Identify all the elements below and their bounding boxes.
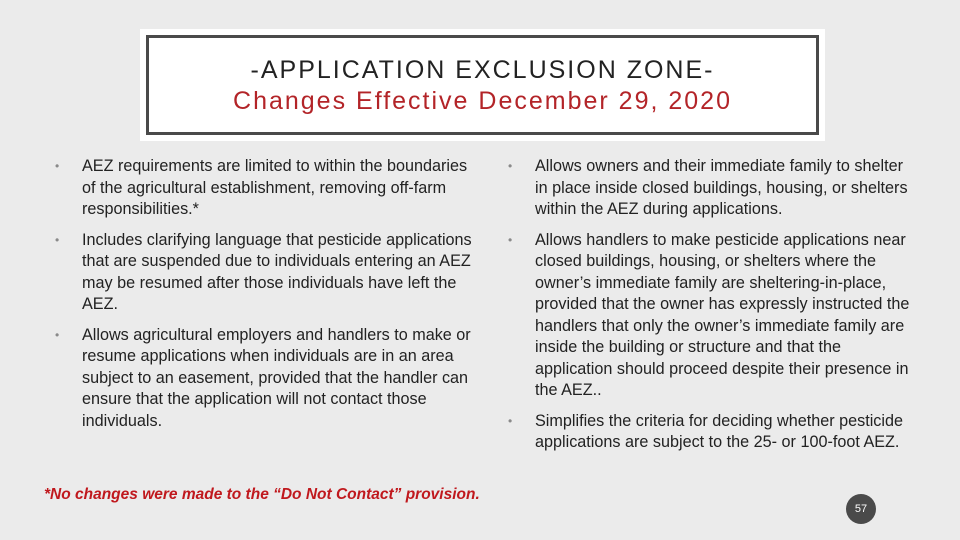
footnote: *No changes were made to the “Do Not Contact” provision.	[44, 486, 480, 503]
bullet-icon: •	[55, 232, 60, 247]
bullet-text: Allows agricultural employers and handlers to make or resume applications when individuals are in an area subject to an easement, provided that the handler can ensure that the application will not contact those individuals.	[82, 325, 471, 430]
list-item	[508, 411, 918, 454]
bullet-text: Simplifies the criteria for deciding whether pesticide applications are subject to the 25- or 100-foot AEZ.	[535, 411, 903, 451]
list-item	[55, 230, 475, 316]
list-item	[55, 156, 475, 221]
left-column	[55, 156, 475, 441]
bullet-icon: •	[508, 413, 513, 428]
list-item	[508, 230, 918, 402]
bullet-text: Allows handlers to make pesticide applications near closed buildings, housing, or shelters where the owner’s immediate family are sheltering-in-place, provided that the owner has expressly instructed the handlers that only the owner’s immediate family are inside the building or structure and that the application should proceed despite their presence in the AEZ..	[535, 230, 910, 399]
right-column	[508, 156, 918, 463]
bullet-text: AEZ requirements are limited to within the boundaries of the agricultural establishment, removing off-farm responsibilities.*	[82, 157, 468, 218]
list-item	[508, 156, 918, 221]
bullet-icon: •	[508, 159, 513, 173]
bullet-icon: •	[55, 327, 60, 342]
bullet-icon: •	[55, 159, 60, 173]
title-box	[146, 35, 819, 135]
bullet-text: Includes clarifying language that pesticide applications that are suspended due to individuals entering an AEZ may be resumed after those individuals have left the AEZ.	[82, 230, 472, 313]
list-item	[55, 325, 475, 433]
page-number-badge: 57	[846, 494, 876, 524]
slide-title: -APPLICATION EXCLUSION ZONE-	[250, 56, 715, 84]
bullet-icon: •	[508, 232, 513, 247]
slide-subtitle: Changes Effective December 29, 2020	[233, 87, 732, 115]
bullet-text: Allows owners and their immediate family to shelter in place inside closed buildings, housing, or shelters within the AEZ during applications.	[535, 157, 908, 218]
